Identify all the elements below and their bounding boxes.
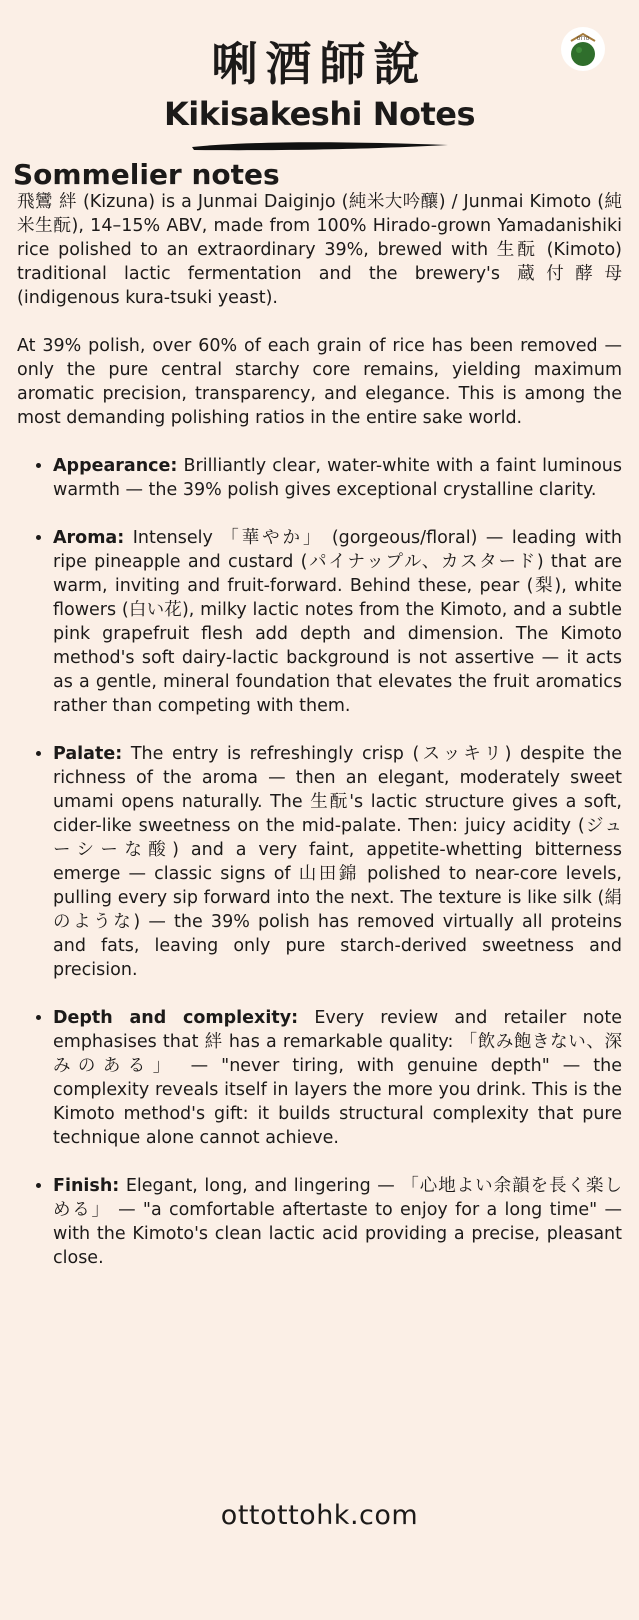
intro-paragraph-1: 飛鸞 絆 (Kizuna) is a Junmai Daiginjo (純米大吟釀) / Junmai Kimoto (純米生酛), 14–15% ABV, made from 100% Hirado-grown Yamadanishiki rice polished to an extraordinary 39%, brewed with 生酛 (Kimoto) traditional lactic fermentation and the brewery's 蔵付酵母 (indigenous kura-tsuki yeast). [17, 192, 622, 308]
note-text: Intensely 「華やか」 (gorgeous/floral) — leading with ripe pineapple and custard (パイナップル、カスタード) that are warm, inviting and fruit-forward. Behind these, pear (梨), white flowers (白い花), milky lactic notes from the Kimoto, and a subtle pink grapefruit flesh add depth and dimension. The Kimoto method's soft dairy-lactic background is not assertive — it acts as a gentle, mineral foundation that elevates the fruit aromatics rather than competing with them. [53, 528, 622, 716]
intro-paragraph-2: At 39% polish, over 60% of each grain of rice has been removed — only the pure central starchy core remains, yielding maximum aromatic precision, transparency, and elegance. This is among the most demanding polishing ratios in the entire sake world. [17, 336, 622, 428]
note-label: Appearance: [53, 456, 178, 476]
note-label: Aroma: [53, 528, 125, 548]
section-title: Sommelier notes [13, 158, 280, 191]
note-text: The entry is refreshingly crisp (スッキリ) despite the richness of the aroma — then an elegant, moderately sweet umami opens naturally. The 生酛's lactic structure gives a soft, cider-like sweetness on the mid-palate. Then: juicy acidity (ジューシーな酸) and a very faint, appetite-whetting bitterness emerge — classic signs of 山田錦 polished to near-core levels, pulling every sip forward into the next. The texture is like silk (絹のような) — the 39% polish has removed virtually all proteins and fats, leaving only pure starch-derived sweetness and precision. [53, 744, 622, 980]
note-finish [53, 1174, 622, 1270]
logo-text: OTTO [576, 37, 590, 42]
note-text: Brilliantly clear, water-white with a faint luminous warmth — the 39% polish gives exceptional crystalline clarity. [53, 456, 622, 500]
note-appearance [53, 454, 622, 502]
tasting-notes-list [17, 454, 622, 1270]
note-palate [53, 742, 622, 982]
note-label: Palate: [53, 744, 123, 764]
note-text: Every review and retailer note emphasises that 絆 has a remarkable quality: 「飲み飽きない、深みのある」 — "never tiring, with genuine depth" — the complexity reveals itself in layers the more you drink. This is the Kimoto method's gift: it builds structural complexity that pure technique alone cannot achieve. [53, 1008, 623, 1148]
page-title-english: Kikisakeshi Notes [163, 95, 476, 133]
notes-content [17, 190, 622, 1294]
note-label: Finish: [53, 1176, 120, 1196]
footer-website: ottottohk.com [220, 1500, 419, 1531]
note-text: Elegant, long, and lingering — 「心地よい余韻を長く楽しめる」 — "a comfortable aftertaste to enjoy for a long time" — with the Kimoto's clean lactic acid providing a precise, pleasant close. [53, 1176, 622, 1268]
title-underline-brushstroke [190, 139, 450, 153]
note-label: Depth and complexity: [53, 1008, 299, 1028]
note-depth-and-complexity [53, 1006, 622, 1150]
note-aroma [53, 526, 622, 718]
page-title-japanese: 唎酒師說 [211, 37, 428, 91]
